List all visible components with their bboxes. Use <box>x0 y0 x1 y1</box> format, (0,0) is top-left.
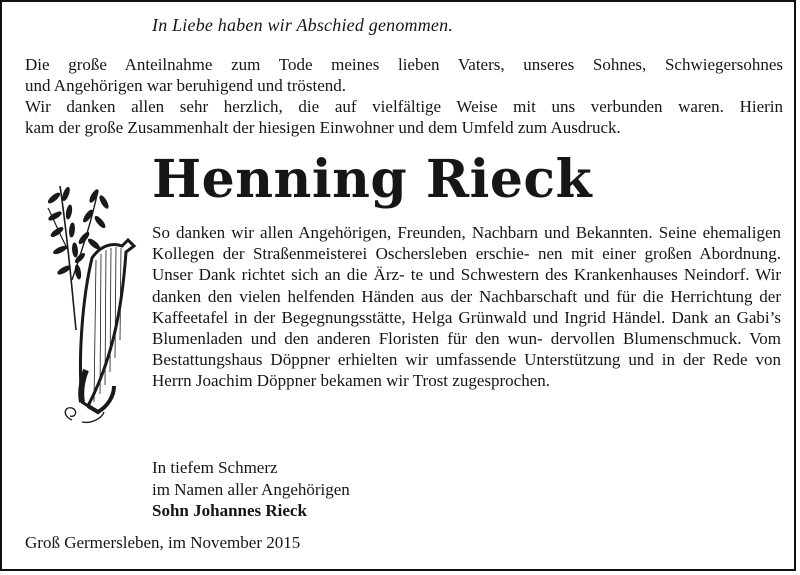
signer-name: Sohn Johannes Rieck <box>152 501 307 520</box>
thanks-line: dervollen Blumenschmuck. Vom Bestattungshaus Döppner erhielten wir <box>152 329 782 370</box>
deceased-name: Henning Rieck <box>152 149 593 210</box>
closing-block <box>152 457 350 522</box>
intro-line: Wir danken allen sehr herzlich, die auf vielfältige Weise mit uns verbunden waren. Hierin <box>25 97 783 116</box>
thanks-line: Seine ehemaligen Kollegen der Straßenmeisterei Oschersleben erschie- <box>152 223 781 264</box>
thanks-line: helfenden Händen aus der Nachbarschaft und für die Herrichtung der <box>287 286 781 306</box>
thanks-line: te und Schwestern des Krankenhauses Neindorf. Wir danken den vielen <box>152 265 782 306</box>
thanks-line: umfassende Unterstützung und in der Rede von Herrn Joachim Döppner <box>152 350 782 391</box>
closing-line: im Namen aller Angehörigen <box>152 479 350 499</box>
thanks-line: So danken wir allen Angehörigen, Freunden, Nachbarn und Bekannten. <box>152 223 653 242</box>
intro-line: kam der große Zusammenhalt der hiesigen Einwohner und dem Umfeld zum Ausdruck. <box>25 118 621 137</box>
closing-line: In tiefem Schmerz <box>152 458 278 477</box>
intro-paragraph <box>25 54 783 138</box>
thanks-line: nen mit einer großen Abordnung. Unser Dank richtet sich an die Ärz- <box>152 244 781 285</box>
harp-with-branch-icon <box>42 180 142 425</box>
intro-line: und Angehörigen war beruhigend und tröstend. <box>25 76 347 95</box>
place-and-date: Groß Germersleben, im November 2015 <box>25 533 301 552</box>
thanks-paragraph <box>152 222 781 392</box>
thanks-line: bekamen wir Trost zugesprochen. <box>320 371 550 391</box>
thanks-line: Dank an Gabi’s Blumenladen und den anderen Floristen für den wun- <box>152 307 781 349</box>
intro-line: Die große Anteilnahme zum Tode meines lieben Vaters, unseres Sohnes, Schwiegersohnes <box>25 55 783 74</box>
thanks-line: Kaffeetafel in der Begegnungsstätte, Helga Grünwald und Ingrid Händel. <box>152 307 666 327</box>
notice-heading: In Liebe haben wir Abschied genommen. <box>152 15 454 35</box>
